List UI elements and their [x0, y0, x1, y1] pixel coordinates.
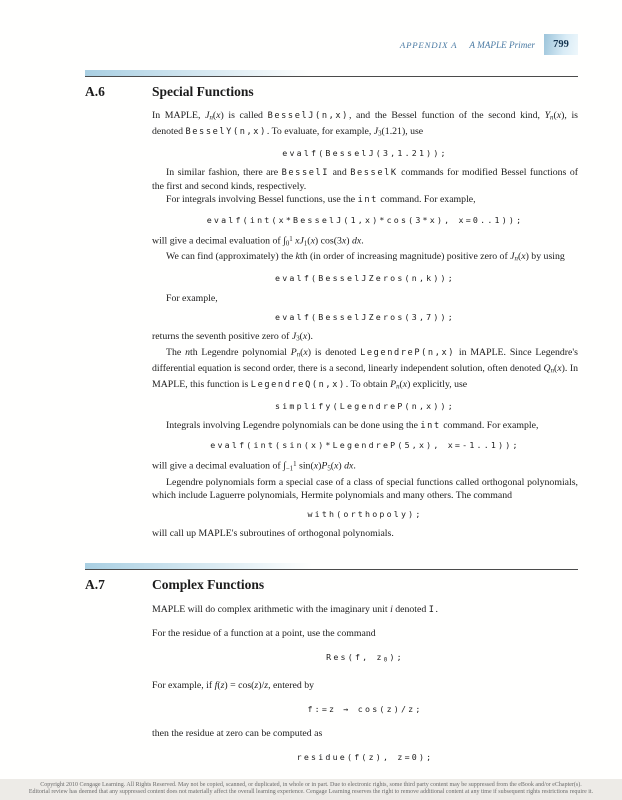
paragraph	[152, 166, 578, 193]
text-segment: Y	[544, 110, 551, 121]
text-segment: LegendreQ(n,x)	[250, 379, 346, 390]
text-segment: z	[264, 679, 269, 691]
text-segment: P	[290, 346, 297, 358]
text-segment: )	[338, 460, 345, 472]
text-segment: z	[220, 679, 225, 691]
text-segment: ).	[307, 330, 313, 342]
text-segment: For integrals involving Bessel functions, use the	[166, 194, 358, 206]
text-segment: (	[553, 110, 557, 121]
text-segment: )	[346, 235, 352, 247]
text-segment: and	[329, 167, 351, 179]
text-segment: . To evaluate, for example,	[266, 125, 374, 137]
paragraph	[152, 346, 578, 394]
text-segment: n	[296, 351, 301, 359]
text-segment: , entered by	[268, 679, 315, 691]
paragraph	[152, 727, 578, 740]
text-segment: Integrals involving Legendre polynomials can be done using the	[166, 419, 421, 431]
text-segment: ) is called	[220, 110, 268, 121]
paragraph	[152, 292, 578, 305]
text-segment: Res(f, z	[326, 652, 384, 663]
text-segment: evalf(int(x*BesselJ(1,x)*cos(3*x), x=0..1));	[206, 214, 524, 225]
text-segment: commands for modified Bessel functions of the first and second kinds, respectively.	[152, 167, 579, 193]
text-segment: with(orthopoly);	[307, 509, 423, 520]
text-segment: sin(	[296, 460, 314, 472]
text-segment: then the residue at zero can be computed as	[152, 728, 323, 740]
text-segment: x	[303, 346, 308, 358]
text-segment: int	[420, 420, 441, 431]
text-segment: (	[217, 679, 221, 691]
text-segment: Q	[543, 362, 551, 374]
text-segment: I	[428, 604, 436, 615]
text-segment: will give a decimal evaluation of	[152, 235, 284, 247]
paragraph	[152, 250, 578, 266]
section-rule	[85, 563, 578, 570]
text-segment: evalf(BesselJZeros(3,7));	[275, 311, 455, 322]
text-segment: J	[291, 330, 297, 342]
text-segment: For example, if	[152, 679, 215, 691]
running-head-text: APPENDIX A	[399, 39, 458, 50]
paragraph	[152, 627, 578, 640]
text-segment: )/	[258, 679, 265, 691]
text-segment: n	[514, 256, 518, 264]
page-number-badge: 799	[544, 34, 578, 55]
text-segment: 0	[285, 240, 290, 248]
paragraph	[152, 109, 578, 141]
code-line	[152, 439, 578, 452]
section-complex-functions	[85, 563, 578, 765]
text-segment: P	[390, 378, 397, 390]
text-segment: z	[254, 679, 259, 691]
text-segment: dx	[351, 235, 362, 247]
text-segment: n	[550, 367, 554, 375]
code-line	[152, 651, 578, 668]
text-segment: (	[554, 362, 558, 374]
paragraph	[152, 679, 578, 692]
text-segment: will give a decimal evaluation of	[152, 460, 284, 472]
text-segment: .	[361, 235, 364, 247]
text-segment: x	[341, 235, 347, 247]
text-segment: x	[402, 378, 408, 390]
text-segment: evalf(int(sin(x)*LegendreP(5,x), x=-1..1));	[210, 440, 520, 451]
text-segment: 3	[296, 335, 300, 343]
code-line	[152, 703, 578, 716]
code-line	[152, 147, 578, 160]
text-segment: LegendreP(n,x)	[360, 347, 456, 358]
text-segment: x	[302, 330, 308, 342]
text-segment: 1	[293, 461, 297, 469]
text-segment: x	[295, 235, 300, 247]
text-segment: x	[216, 110, 221, 121]
text-segment: (	[399, 378, 403, 390]
footer-line: Editorial review has deemed that any suppressed content does not materially affect the overall learning experience. Cengage Learning reserves the right to remove additional content at any time if subsequent rights restrictions require it.	[28, 788, 594, 795]
text-segment: Legendre polynomials form a special case of a class of special functions called orthogonal polynomials, which include Laguerre polynomials, Hermite polynomials and many others. The command	[152, 476, 578, 502]
text-segment: ∫	[283, 460, 286, 472]
text-segment: );	[389, 652, 404, 663]
text-segment: f	[214, 679, 218, 691]
text-segment: dx	[344, 460, 354, 472]
text-segment: P	[321, 460, 328, 472]
section-body	[152, 109, 578, 541]
page-content	[85, 70, 578, 776]
text-segment: 1	[289, 235, 293, 243]
text-segment: th (in order of increasing magnitude) positive zero of	[299, 251, 511, 263]
text-segment: ∫	[283, 235, 286, 247]
text-segment: x	[557, 362, 562, 374]
text-segment: BesselY(n,x)	[185, 126, 267, 137]
text-segment: J	[205, 110, 210, 121]
text-segment: n	[185, 346, 190, 358]
text-segment: returns the seventh positive zero of	[152, 330, 292, 342]
footer-line: Copyright 2010 Cengage Learning. All Rights Reserved. May not be copied, scanned, or duplicated, in whole or in part. Due to electronic rights, some third party content may be suppressed from the eBook and/or eChapter(s).	[40, 781, 582, 788]
text-segment: n	[209, 114, 213, 122]
text-segment: (	[299, 330, 303, 342]
code-line	[152, 272, 578, 285]
text-segment: n	[550, 114, 554, 122]
text-segment: (	[517, 251, 522, 263]
text-segment: x	[310, 235, 315, 247]
text-segment: 1	[303, 240, 308, 248]
paragraph	[152, 476, 578, 502]
text-segment: n	[396, 383, 400, 391]
text-segment: (1.21), use	[381, 125, 424, 137]
text-segment: (	[300, 346, 304, 358]
text-segment: ) = cos(	[224, 679, 255, 691]
text-segment: in MAPLE. Since Legendre's differential equation is second order, there is a second, linearly independent solution, often denoted	[152, 346, 578, 374]
text-segment: (	[330, 460, 335, 472]
code-line	[152, 214, 578, 227]
text-segment: residue(f(z), z=0);	[296, 752, 434, 763]
text-segment: ) is denoted	[307, 346, 361, 358]
text-segment: will call up MAPLE's subroutines of orthogonal polynomials.	[152, 528, 394, 540]
copyright-footer	[0, 779, 622, 800]
text-segment: denoted	[392, 603, 429, 615]
text-segment: J	[510, 251, 515, 263]
section-number: A.6	[85, 84, 105, 99]
text-segment: command. For example,	[377, 194, 476, 206]
running-title-text: A MAPLE Primer	[469, 39, 535, 50]
text-segment: .	[353, 460, 356, 472]
text-segment: ) explicitly, use	[407, 378, 468, 390]
text-segment: . To obtain	[345, 378, 391, 390]
text-segment: 5	[327, 465, 331, 473]
text-segment: simplify(LegendreP(n,x));	[275, 400, 455, 411]
text-segment: MAPLE will do complex arithmetic with the imaginary unit	[152, 603, 391, 615]
text-segment: In similar fashion, there are	[166, 167, 282, 179]
text-segment: x	[521, 251, 526, 263]
text-segment: The	[166, 346, 186, 358]
text-segment: )	[318, 460, 322, 472]
text-segment: (	[307, 235, 311, 247]
text-segment: th Legendre polynomial	[189, 346, 291, 358]
paragraph	[152, 193, 578, 207]
text-segment: x	[556, 110, 562, 121]
section-title: Special Functions	[152, 84, 254, 99]
text-segment: int	[357, 195, 378, 206]
text-segment: In MAPLE,	[152, 110, 206, 121]
text-segment: ), is denoted	[152, 110, 578, 137]
code-line	[152, 311, 578, 324]
paragraph	[152, 458, 578, 476]
section-heading	[85, 84, 578, 100]
text-segment: evalf(BesselJ(3,1.21));	[282, 147, 448, 158]
section-special-functions	[85, 70, 578, 541]
running-header	[85, 34, 578, 55]
section-heading	[85, 577, 578, 593]
section-title: Complex Functions	[152, 576, 265, 592]
text-segment: ) cos(3	[314, 235, 342, 247]
text-segment: −1	[285, 465, 294, 473]
text-segment: For example,	[166, 292, 218, 304]
paragraph	[152, 527, 578, 540]
text-segment: ). In MAPLE, this function is	[152, 362, 578, 390]
section-body	[152, 603, 578, 765]
text-segment: For the residue of a function at a point, use the command	[152, 627, 376, 639]
section-number: A.7	[85, 576, 105, 592]
code-line	[152, 508, 578, 521]
text-segment: J	[373, 125, 379, 137]
text-segment: , and the Bessel function of the second kind,	[348, 110, 545, 121]
text-segment: We can find (approximately) the	[166, 251, 296, 263]
text-segment: ) by using	[525, 251, 565, 263]
section-rule	[85, 70, 578, 77]
code-line	[152, 751, 578, 764]
text-segment: BesselI	[281, 168, 330, 179]
text-segment: .	[435, 603, 438, 615]
text-segment: i	[390, 603, 393, 615]
code-line	[152, 400, 578, 413]
text-segment: J	[299, 235, 304, 247]
paragraph	[152, 233, 578, 251]
text-segment: BesselK	[350, 168, 398, 179]
text-segment: k	[295, 251, 300, 263]
text-segment: f:=z → cos(z)/z;	[307, 703, 423, 714]
text-segment: x	[313, 460, 319, 472]
text-segment: 0	[383, 657, 390, 664]
text-segment: evalf(BesselJZeros(n,k));	[275, 273, 455, 284]
text-segment: (	[212, 110, 217, 121]
paragraph	[152, 419, 578, 433]
paragraph	[152, 330, 578, 346]
text-segment: 3	[378, 130, 382, 138]
paragraph	[152, 603, 578, 617]
text-segment: BesselJ(n,x)	[267, 111, 349, 121]
text-segment: command. For example,	[440, 419, 539, 431]
text-segment: x	[334, 460, 339, 472]
